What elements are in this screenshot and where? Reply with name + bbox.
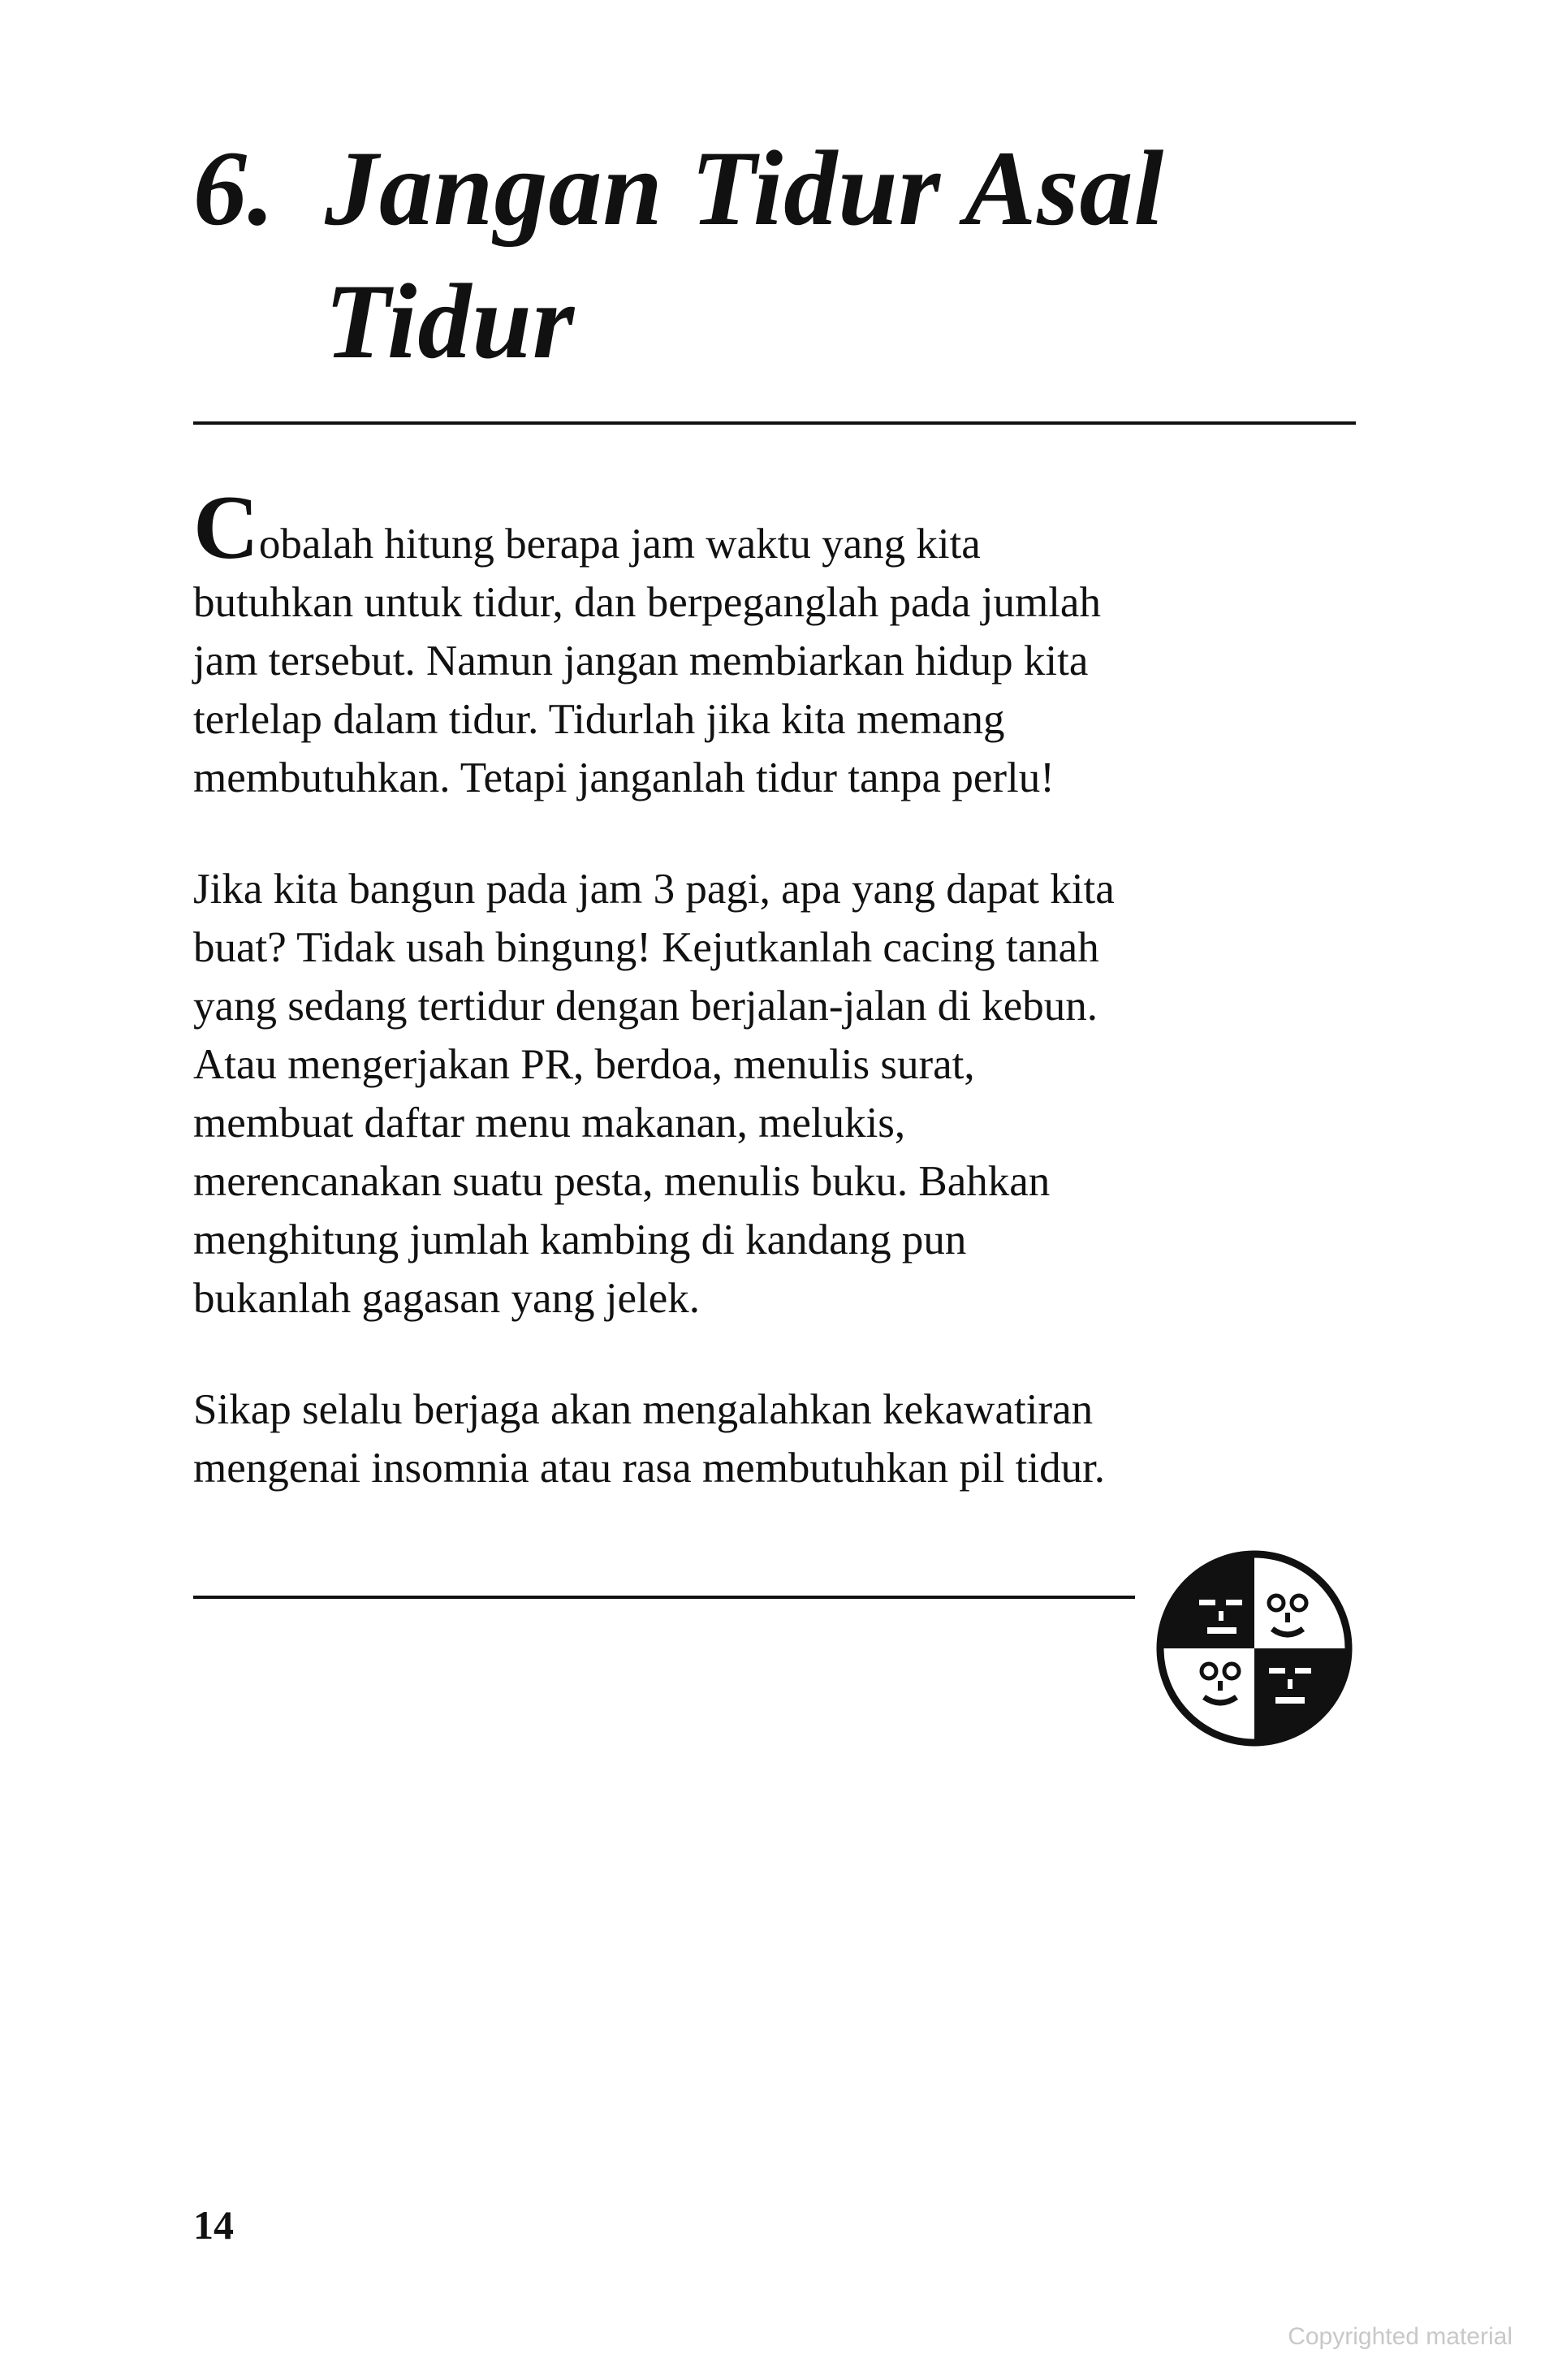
paragraph-1-line-4: terlelap dalam tidur. Tidurlah jika kita memang <box>193 696 1005 743</box>
page-number: 14 <box>193 2202 234 2248</box>
top-divider <box>193 421 1356 425</box>
paragraph-2-line-4: Atau mengerjakan PR, berdoa, menulis surat, <box>193 1041 975 1088</box>
paragraph-3-line-1: Sikap selalu berjaga akan mengalahkan kekawatiran <box>193 1386 1094 1433</box>
paragraph-2-line-7: menghitung jumlah kambing di kandang pun <box>193 1216 967 1263</box>
bottom-divider <box>193 1596 1135 1599</box>
body-text <box>193 477 1379 1497</box>
four-faces-emblem-icon <box>1149 1543 1360 1754</box>
paragraph-1 <box>193 477 1379 807</box>
paragraph-2-line-5: membuat daftar menu makanan, melukis, <box>193 1099 906 1147</box>
paragraph-2-line-6: merencanakan suatu pesta, menulis buku. Bahkan <box>193 1158 1051 1205</box>
paragraph-2-line-3: yang sedang tertidur dengan berjalan-jalan di kebun. <box>193 983 1098 1030</box>
copyright-watermark: Copyrighted material <box>1288 2323 1513 2350</box>
paragraph-1-line-5: membutuhkan. Tetapi janganlah tidur tanpa perlu! <box>193 754 1055 801</box>
chapter-number: 6. <box>193 128 275 248</box>
paragraph-2-line-1: Jika kita bangun pada jam 3 pagi, apa yang dapat kita <box>193 866 1115 913</box>
chapter-title <box>193 122 1370 388</box>
paragraph-1-line-3: jam tersebut. Namun jangan membiarkan hidup kita <box>193 637 1089 685</box>
chapter-title-line-2: Tidur <box>325 261 576 381</box>
paragraph-3-line-2: mengenai insomnia atau rasa membutuhkan pil tidur. <box>193 1445 1106 1492</box>
paragraph-2-line-2: buat? Tidak usah bingung! Kejutkanlah cacing tanah <box>193 924 1099 971</box>
drop-cap: C <box>193 477 259 578</box>
paragraph-1-line-1: obalah hitung berapa jam waktu yang kita <box>258 520 981 568</box>
chapter-title-line-1: Jangan Tidur Asal <box>325 128 1165 248</box>
paragraph-2-line-8: bukanlah gagasan yang jelek. <box>193 1275 700 1322</box>
paragraph-3 <box>193 1380 1379 1497</box>
paragraph-2 <box>193 860 1379 1328</box>
paragraph-1-line-2: butuhkan untuk tidur, dan berpeganglah pada jumlah <box>193 579 1101 626</box>
